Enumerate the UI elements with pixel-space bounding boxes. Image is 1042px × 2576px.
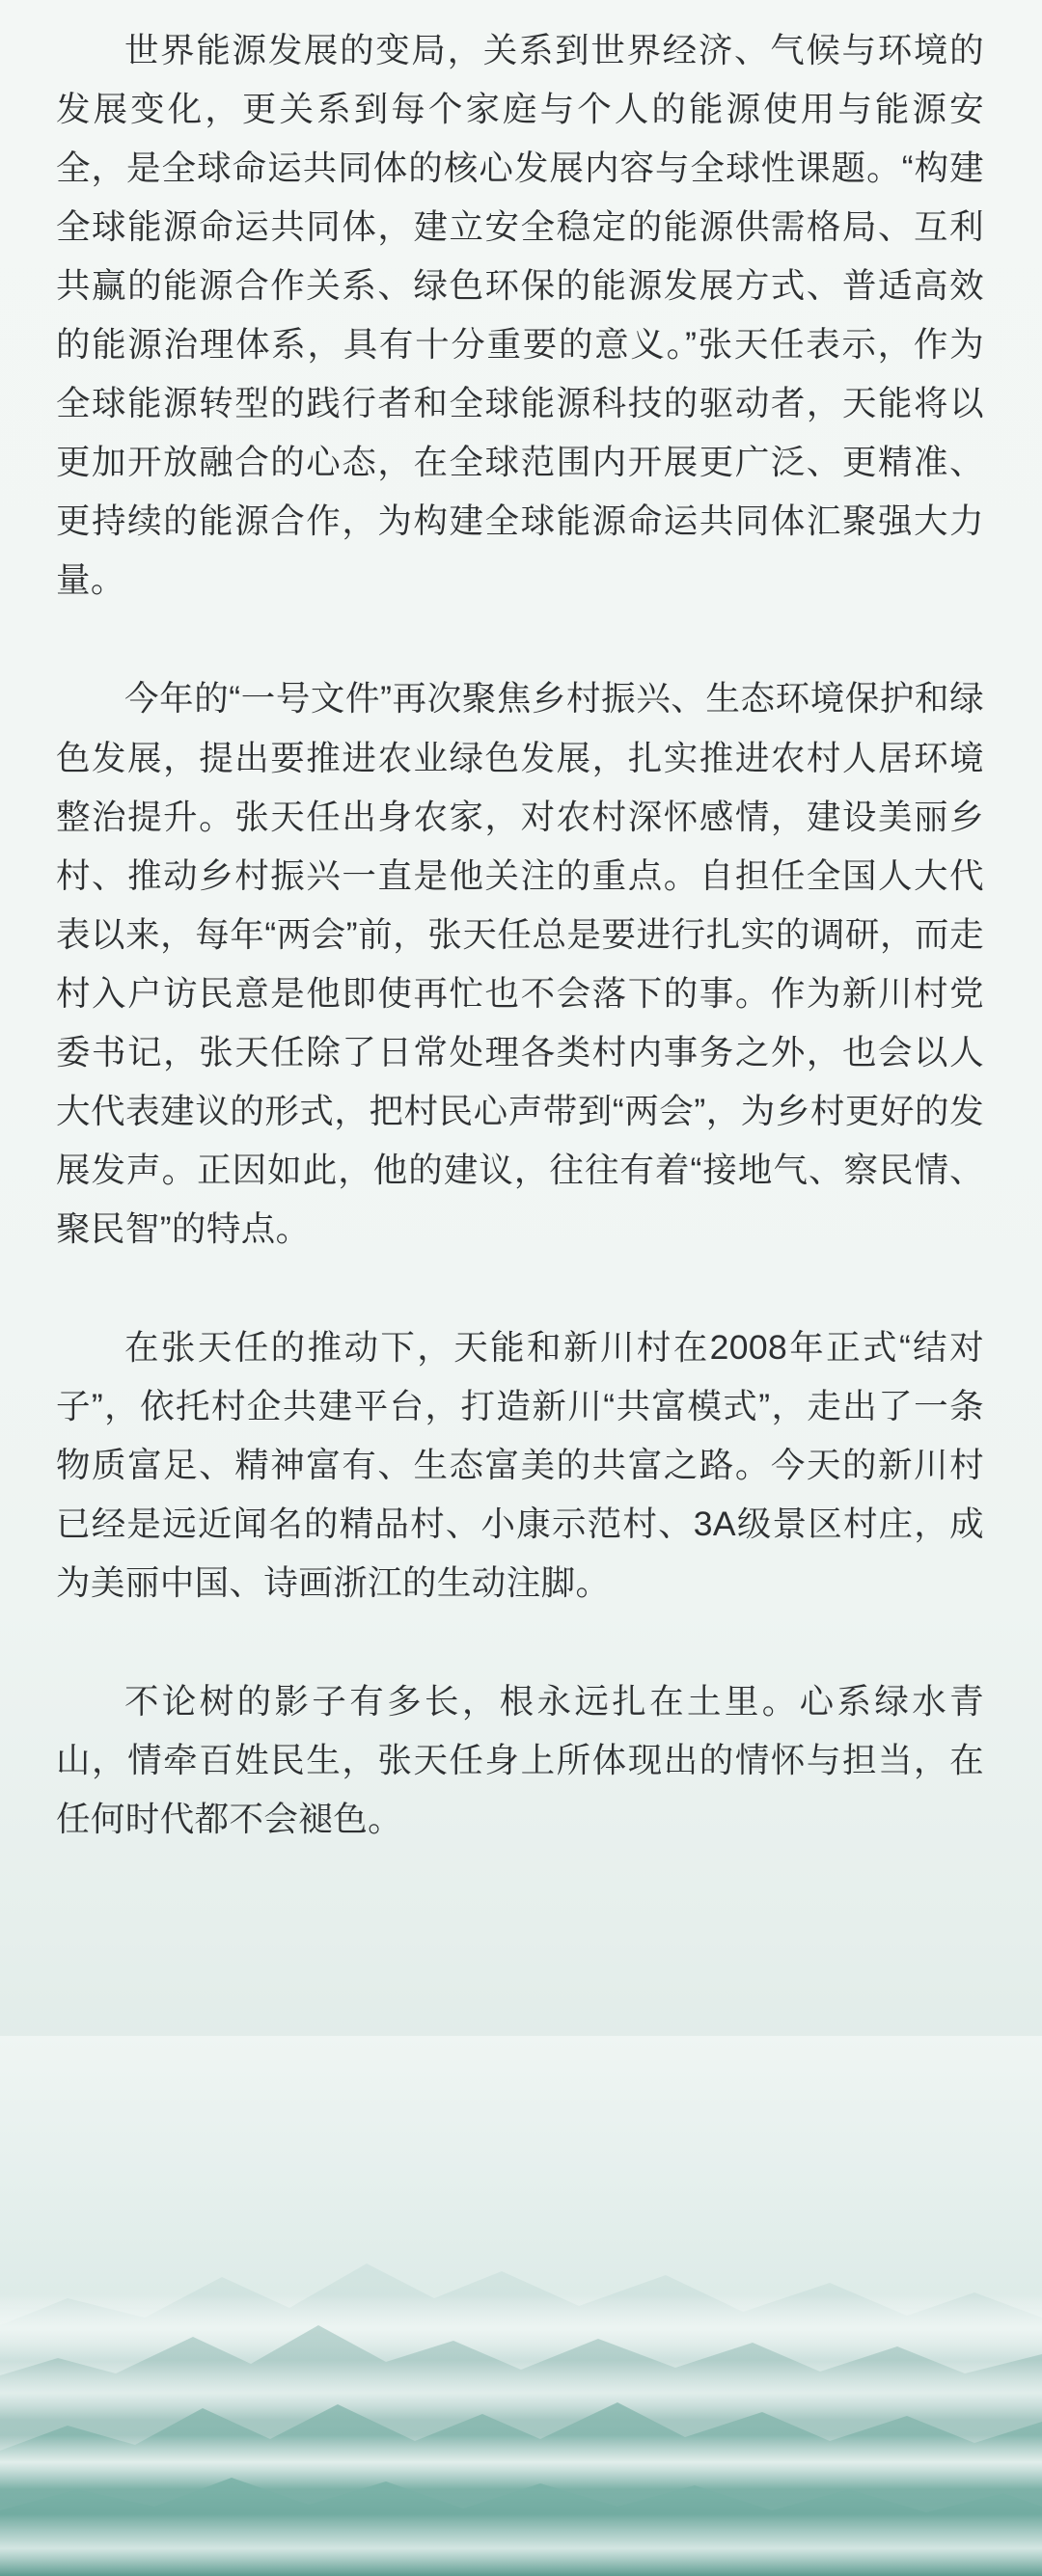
misty-mountains-illustration <box>0 2036 1042 2576</box>
paragraph-2: 今年的“一号文件”再次聚焦乡村振兴、生态环境保护和绿色发展，提出要推进农业绿色发展，扎实推进农村人居环境整治提升。张天任出身农家，对农村深怀感情，建设美丽乡村、推动乡村振兴一直是他关注的重点。自担任全国人大代表以来，每年“两会”前，张天任总是要进行扎实的调研，而走村入户访民意是他即使再忙也不会落下的事。作为新川村党委书记，张天任除了日常处理各类村内事务之外，也会以人大代表建议的形式，把村民心声带到“两会”，为乡村更好的发展发声。正因如此，他的建议，往往有着“接地气、察民情、聚民智”的特点。 <box>56 679 984 1248</box>
paragraph-3: 在张天任的推动下，天能和新川村在2008年正式“结对子”，依托村企共建平台，打造新川“共富模式”，走出了一条物质富足、精神富有、生态富美的共富之路。今天的新川村已经是远近闻名的精品村、小康示范村、3A级景区村庄，成为美丽中国、诗画浙江的生动注脚。 <box>56 1327 984 1603</box>
paragraph-1: 世界能源发展的变局，关系到世界经济、气候与环境的发展变化，更关系到每个家庭与个人的能源使用与能源安全，是全球命运共同体的核心发展内容与全球性课题。“构建全球能源命运共同体，建立安全稳定的能源供需格局、互利共赢的能源合作关系、绿色环保的能源发展方式、普适高效的能源治理体系，具有十分重要的意义。”张天任表示，作为全球能源转型的践行者和全球能源科技的驱动者，天能将以更加开放融合的心态，在全球范围内开展更广泛、更精准、更持续的能源合作，为构建全球能源命运共同体汇聚强大力量。 <box>56 31 984 600</box>
paragraph-4: 不论树的影子有多长，根永远扎在土里。心系绿水青山，情牵百姓民生，张天任身上所体现出的情怀与担当，在任何时代都不会褪色。 <box>56 1682 984 1839</box>
mountain-svg <box>0 2036 1042 2576</box>
